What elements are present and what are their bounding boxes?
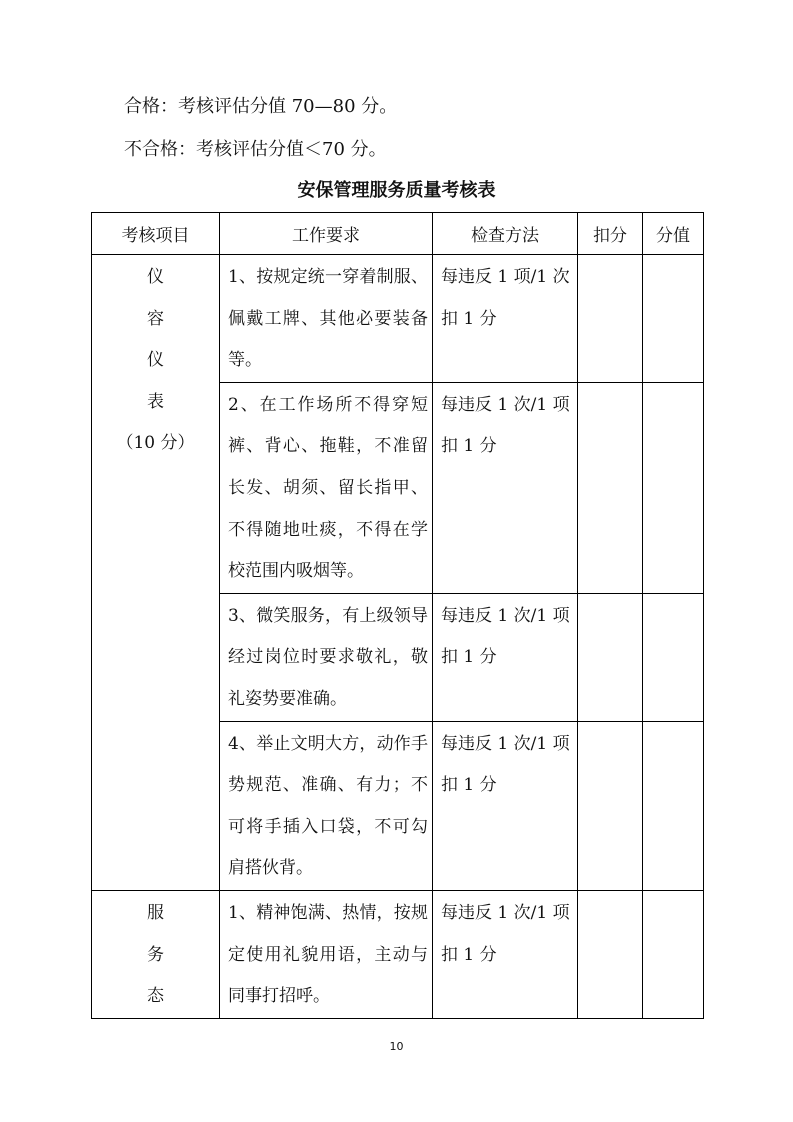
category-char: 仪 <box>147 350 164 371</box>
header-score: 分值 <box>643 213 704 255</box>
table-header-row <box>92 213 704 255</box>
category-service-attitude <box>92 890 220 1018</box>
page-number: 10 <box>389 1040 404 1053</box>
requirement-cell: 1、精神饱满、热情，按规定使用礼貌用语，主动与同事打招呼。 <box>220 890 433 1018</box>
requirement-cell: 3、微笑服务，有上级领导经过岗位时要求敬礼，敬礼姿势要准确。 <box>220 593 433 721</box>
header-deduction: 扣分 <box>578 213 643 255</box>
pass-criteria: 合格：考核评估分值 70—80 分。 <box>124 96 398 117</box>
deduction-cell <box>578 593 643 721</box>
deduction-cell <box>578 890 643 1018</box>
deduction-cell <box>578 721 643 890</box>
category-points: （10 分） <box>116 433 195 454</box>
method-cell: 每违反 1 次/1 项扣 1 分 <box>433 593 578 721</box>
fail-criteria: 不合格：考核评估分值＜70 分。 <box>124 139 387 160</box>
category-char: 表 <box>147 391 164 412</box>
table-title: 安保管理服务质量考核表 <box>297 180 496 201</box>
category-char: 服 <box>147 902 164 923</box>
method-cell: 每违反 1 次/1 项扣 1 分 <box>433 382 578 593</box>
deduction-cell <box>578 382 643 593</box>
score-cell <box>643 721 704 890</box>
category-appearance <box>92 255 220 891</box>
requirement-cell: 1、按规定统一穿着制服、佩戴工牌、其他必要装备等。 <box>220 255 433 383</box>
score-cell <box>643 255 704 383</box>
assessment-table <box>91 212 704 1019</box>
deduction-cell <box>578 255 643 383</box>
method-cell: 每违反 1 项/1 次扣 1 分 <box>433 255 578 383</box>
score-cell <box>643 593 704 721</box>
header-item: 考核项目 <box>92 213 220 255</box>
score-cell <box>643 382 704 593</box>
requirement-cell: 2、在工作场所不得穿短裤、背心、拖鞋，不准留长发、胡须、留长指甲、不得随地吐痰，不得在学校范围内吸烟等。 <box>220 382 433 593</box>
header-requirement: 工作要求 <box>220 213 433 255</box>
requirement-cell: 4、举止文明大方，动作手势规范、准确、有力；不可将手插入口袋，不可勾肩搭伙背。 <box>220 721 433 890</box>
category-char: 务 <box>147 944 164 965</box>
method-cell: 每违反 1 次/1 项扣 1 分 <box>433 721 578 890</box>
category-char: 仪 <box>147 267 164 287</box>
table-row <box>92 255 704 383</box>
method-cell: 每违反 1 次/1 项扣 1 分 <box>433 890 578 1018</box>
score-cell <box>643 890 704 1018</box>
category-char: 态 <box>147 986 164 1007</box>
table-row <box>92 890 704 1018</box>
header-method: 检查方法 <box>433 213 578 255</box>
category-char: 容 <box>147 308 164 329</box>
